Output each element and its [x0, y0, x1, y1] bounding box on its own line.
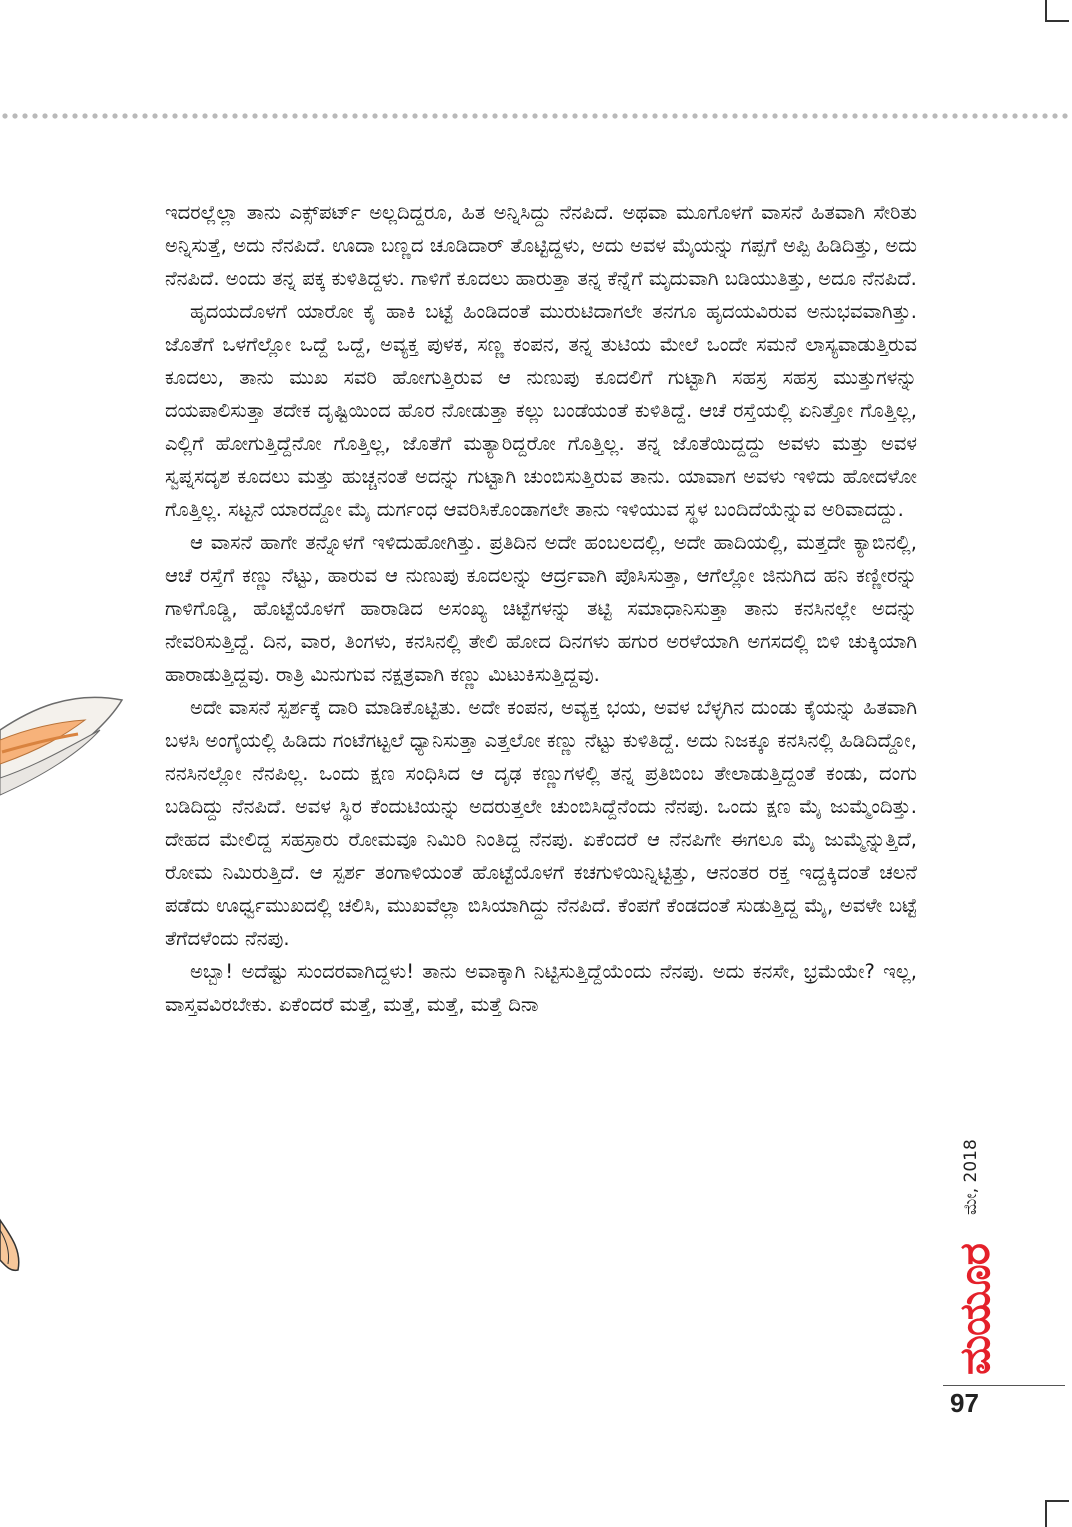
- paragraph: ಅದೇ ವಾಸನೆ ಸ್ಪರ್ಶಕ್ಕೆ ದಾರಿ ಮಾಡಿಕೊಟ್ಟಿತು. ಅದೇ ಕಂಪನ, ಅವ್ಯಕ್ತ ಭಯ, ಅವಳ ಬೆಳ್ಳಗಿನ ದುಂಡು ಕೈಯನ್ನು ಹಿತವಾಗಿ ಬಳಸಿ ಅಂಗೈಯಲ್ಲಿ ಹಿಡಿದು ಗಂಟೆಗಟ್ಟಲೆ ಧ್ಯಾನಿಸುತ್ತಾ ಎತ್ತಲೋ ಕಣ್ಣು ನೆಟ್ಟು ಕುಳಿತಿದ್ದೆ. ಅದು ನಿಜಕ್ಕೂ ಕನಸಿನಲ್ಲಿ ಹಿಡಿದಿದ್ದೋ, ನನಸಿನಲ್ಲೋ ನೆನಪಿಲ್ಲ. ಒಂದು ಕ್ಷಣ ಸಂಧಿಸಿದ ಆ ದೃಢ ಕಣ್ಣುಗಳಲ್ಲಿ ತನ್ನ ಪ್ರತಿಬಿಂಬ ತೇಲಾಡುತ್ತಿದ್ದಂತೆ ಕಂಡು, ದಂಗು ಬಡಿದಿದ್ದು ನೆನಪಿದೆ. ಅವಳ ಸ್ಥಿರ ಕೆಂದುಟಿಯನ್ನು ಅದರುತ್ತಲೇ ಚುಂಬಿಸಿದ್ದೆನೆಂದು ನೆನಪು. ಒಂದು ಕ್ಷಣ ಮೈ ಜುಮ್ಮೆಂದಿತ್ತು. ದೇಹದ ಮೇಲಿದ್ದ ಸಹಸ್ರಾರು ರೋಮವೂ ನಿಮಿರಿ ನಿಂತಿದ್ದ ನೆನಪು. ಏಕೆಂದರೆ ಆ ನೆನಪಿಗೇ ಈಗಲೂ ಮೈ ಜುಮ್ಮೆನ್ನುತ್ತಿದೆ, ರೋಮ ನಿಮಿರುತ್ತಿದೆ. ಆ ಸ್ಪರ್ಶ ತಂಗಾಳಿಯಂತೆ ಹೊಟ್ಟೆಯೊಳಗೆ ಕಚಗುಳಿಯಿನ್ನಿಟ್ಟಿತ್ತು, ಆನಂತರ ರಕ್ತ ಇದ್ದಕ್ಕಿದಂತೆ ಚಲನೆ ಪಡೆದು ಊರ್ಧ್ವಮುಖದಲ್ಲಿ ಚಲಿಸಿ, ಮುಖವೆಲ್ಲಾ ಬಿಸಿಯಾಗಿದ್ದು ನೆನಪಿದೆ. ಕೆಂಪಗೆ ಕೆಂಡದಂತೆ ಸುಡುತ್ತಿದ್ದ ಮೈ, ಅವಳೇ ಬಟ್ಟೆ ತೆಗೆದಳೆಂದು ನೆನಪು.: [165, 696, 917, 950]
- page-number-rule: [943, 1385, 1065, 1386]
- crop-mark-bottom: [1045, 1500, 1069, 1527]
- illustration-fragment: [0, 660, 125, 1490]
- paragraph: ಆ ವಾಸನೆ ಹಾಗೇ ತನ್ನೊಳಗೆ ಇಳಿದುಹೋಗಿತ್ತು. ಪ್ರತಿದಿನ ಅದೇ ಹಂಬಲದಲ್ಲಿ, ಅದೇ ಹಾದಿಯಲ್ಲಿ, ಮತ್ತದೇ ಕ್ಯಾಬಿನಲ್ಲಿ, ಆಚೆ ರಸ್ತೆಗೆ ಕಣ್ಣು ನೆಟ್ಟು, ಹಾರುವ ಆ ನುಣುಪು ಕೂದಲನ್ನು ಆರ್ದ್ರವಾಗಿ ಪೊಸಿಸುತ್ತಾ, ಆಗೆಲ್ಲೋ ಜಿನುಗಿದ ಹನಿ ಕಣ್ಣೀರನ್ನು ಗಾಳಿಗೊಡ್ಡಿ, ಹೊಟ್ಟೆಯೊಳಗೆ ಹಾರಾಡಿದ ಅಸಂಖ್ಯ ಚಿಟ್ಟೆಗಳನ್ನು ತಟ್ಟಿ ಸಮಾಧಾನಿಸುತ್ತಾ ತಾನು ಕನಸಿನಲ್ಲೇ ಅದನ್ನು ನೇವರಿಸುತ್ತಿದ್ದೆ. ದಿನ, ವಾರ, ತಿಂಗಳು, ಕನಸಿನಲ್ಲಿ ತೇಲಿ ಹೋದ ದಿನಗಳು ಹಗುರ ಅರಳೆಯಾಗಿ ಅಗಸದಲ್ಲಿ ಬಿಳಿ ಚುಕ್ಕಿಯಾಗಿ ಹಾರಾಡುತ್ತಿದ್ದವು. ರಾತ್ರಿ ಮಿನುಗುವ ನಕ್ಷತ್ರವಾಗಿ ಕಣ್ಣು ಮಿಟುಕಿಸುತ್ತಿದ್ದವು.: [165, 531, 917, 686]
- article-body: [165, 196, 917, 1021]
- dotted-divider: [0, 112, 1072, 120]
- paragraph: ಇದರಲ್ಲೆಲ್ಲಾ ತಾನು ಎಕ್ಸ್‌ಪರ್ಟ್ ಅಲ್ಲದಿದ್ದರೂ, ಹಿತ ಅನ್ನಿಸಿದ್ದು ನೆನಪಿದೆ. ಅಥವಾ ಮೂಗೊಳಗೆ ವಾಸನೆ ಹಿತವಾಗಿ ಸೇರಿತು ಅನ್ನಿಸುತ್ತೆ, ಅದು ನೆನಪಿದೆ. ಊದಾ ಬಣ್ಣದ ಚೂಡಿದಾರ್ ತೊಟ್ಟಿದ್ದಳು, ಅದು ಅವಳ ಮೈಯನ್ನು ಗಪ್ಪಗೆ ಅಪ್ಪಿ ಹಿಡಿದಿತ್ತು, ಅದು ನೆನಪಿದೆ. ಅಂದು ತನ್ನ ಪಕ್ಕ ಕುಳಿತಿದ್ದಳು. ಗಾಳಿಗೆ ಕೂದಲು ಹಾರುತ್ತಾ ತನ್ನ ಕೆನ್ನೆಗೆ ಮೃದುವಾಗಿ ಬಡಿಯುತಿತ್ತು, ಅದೂ ನೆನಪಿದೆ.: [165, 201, 917, 290]
- issue-date: ಮೇ, 2018: [961, 1139, 981, 1215]
- page-number: 97: [950, 1388, 979, 1418]
- crop-mark-top: [1045, 0, 1069, 22]
- paragraph: ಹೃದಯದೊಳಗೆ ಯಾರೋ ಕೈ ಹಾಕಿ ಬಟ್ಟೆ ಹಿಂಡಿದಂತೆ ಮುರುಟಿದಾಗಲೇ ತನಗೂ ಹೃದಯವಿರುವ ಅನುಭವವಾಗಿತ್ತು. ಜೊತೆಗೆ ಒಳಗೆಲ್ಲೋ ಒದ್ದೆ ಒದ್ದೆ, ಅವ್ಯಕ್ತ ಪುಳಕ, ಸಣ್ಣ ಕಂಪನ, ತನ್ನ ತುಟಿಯ ಮೇಲೆ ಒಂದೇ ಸಮನೆ ಲಾಸ್ಯವಾಡುತ್ತಿರುವ ಕೂದಲು, ತಾನು ಮುಖ ಸವರಿ ಹೋಗುತ್ತಿರುವ ಆ ನುಣುಪು ಕೂದಲಿಗೆ ಗುಟ್ಟಾಗಿ ಸಹಸ್ರ ಸಹಸ್ರ ಮುತ್ತುಗಳನ್ನು ದಯಪಾಲಿಸುತ್ತಾ ತದೇಕ ದೃಷ್ಟಿಯಿಂದ ಹೊರ ನೋಡುತ್ತಾ ಕಲ್ಲು ಬಂಡೆಯಂತೆ ಕುಳಿತಿದ್ದೆ. ಆಚೆ ರಸ್ತೆಯಲ್ಲಿ ಏನಿತ್ತೋ ಗೊತ್ತಿಲ್ಲ, ಎಲ್ಲಿಗೆ ಹೋಗುತ್ತಿದ್ದೆನೋ ಗೊತ್ತಿಲ್ಲ, ಜೊತೆಗೆ ಮತ್ಯಾರಿದ್ದರೋ ಗೊತ್ತಿಲ್ಲ. ತನ್ನ ಜೊತೆಯಿದ್ದದ್ದು ಅವಳು ಮತ್ತು ಅವಳ ಸ್ವಪ್ನಸದೃಶ ಕೂದಲು ಮತ್ತು ಹುಚ್ಚನಂತೆ ಅದನ್ನು ಗುಟ್ಟಾಗಿ ಚುಂಬಿಸುತ್ತಿರುವ ತಾನು. ಯಾವಾಗ ಅವಳು ಇಳಿದು ಹೋದಳೋ ಗೊತ್ತಿಲ್ಲ. ಸಟ್ಟನೆ ಯಾರದ್ದೋ ಮೈ ದುರ್ಗಂಧ ಆವರಿಸಿಕೊಂಡಾಗಲೇ ತಾನು ಇಳಿಯುವ ಸ್ಥಳ ಬಂದಿದೆಯೆನ್ನುವ ಅರಿವಾದದ್ದು.: [165, 300, 917, 521]
- magazine-logo: ಮಯೂರ: [950, 1244, 999, 1375]
- paragraph: ಅಬ್ಬಾ! ಅದೆಷ್ಟು ಸುಂದರವಾಗಿದ್ದಳು! ತಾನು ಅವಾಕ್ಕಾಗಿ ನಿಟ್ಟಿಸುತ್ತಿದ್ದೆಯೆಂದು ನೆನಪು. ಅದು ಕನಸೇ, ಭ್ರಮೆಯೇ? ಇಲ್ಲ, ವಾಸ್ತವವಿರಬೇಕು. ಏಕೆಂದರೆ ಮತ್ತೆ, ಮತ್ತೆ, ಮತ್ತೆ, ಮತ್ತೆ ದಿನಾ: [165, 960, 917, 1016]
